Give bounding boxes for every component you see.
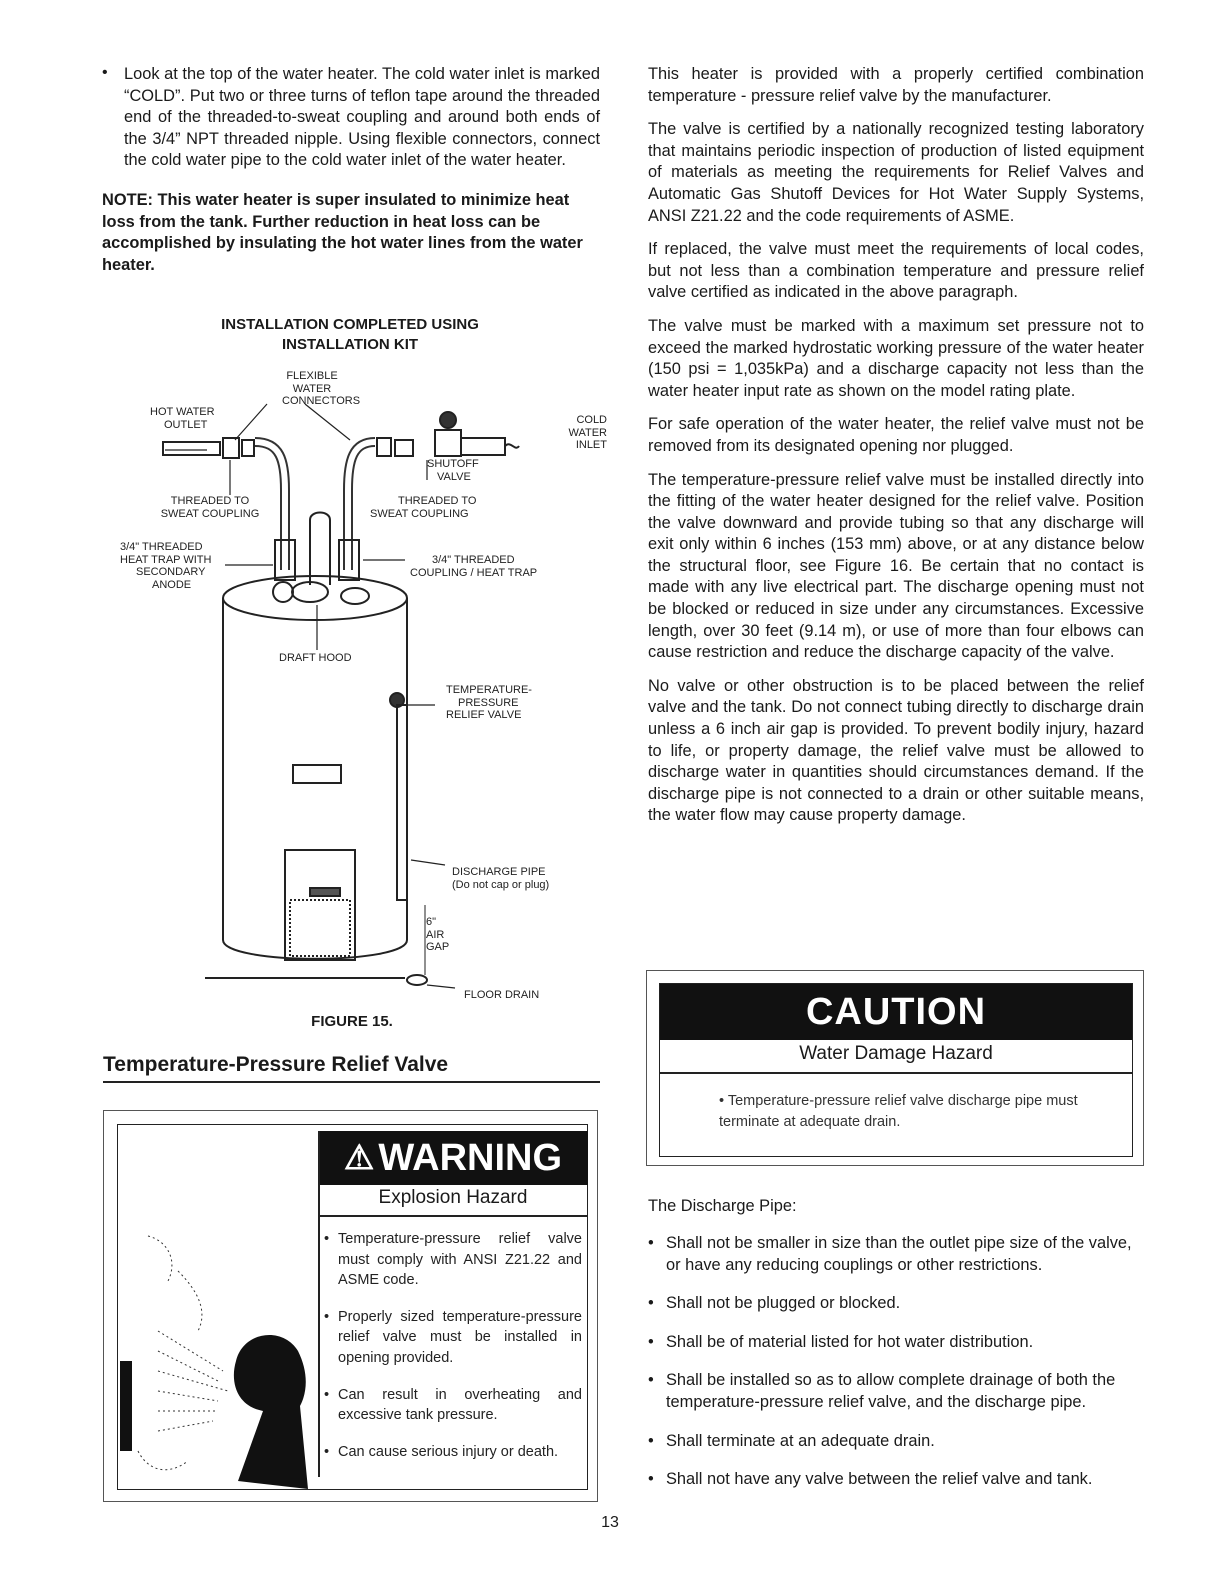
warning-list	[324, 1229, 582, 1478]
warning-vertical-line	[318, 1131, 320, 1477]
control-panel	[285, 850, 355, 960]
warning-triangle-icon: ⚠	[343, 1139, 375, 1177]
hot-coupling	[223, 438, 239, 458]
discharge-list	[648, 1233, 1144, 1491]
label-threaded-left: THREADED TO SWEAT COUPLING	[160, 495, 260, 520]
draft-hood	[310, 513, 330, 586]
paragraph-obstruction: No valve or other obstruction is to be placed between the relief valve and the tank. Do not connect tubing directly to discharge drain unless a 6 inch air gap is provided. To prevent bodily injury, hazard to life, or property damage, the relief valve must be allowed to discharge water in quantities should circumstances demand. If the discharge pipe is not connected to a drain or other suitable means, the water flow may cause property damage.	[648, 676, 1144, 825]
bullet-marker: •	[648, 1332, 654, 1351]
section-heading: Temperature-Pressure Relief Valve	[103, 1053, 449, 1076]
paragraph-installation: The temperature-pressure relief valve must be installed directly into the fitting of the water heater designed for the relief valve. Position the valve downward and provide tubing so that any discharge will exit only within 6 inches (153 mm) above, or at any distance below the structural floor, see Figure 16. Be certain that no contact is made with any live electrical part. The discharge opening must not be blocked or reduced in size under any circumstances. Excessive length, over 30 feet (9.14 m), or use of more than four elbows can cause restriction and reduce the discharge capacity of the valve.	[648, 470, 1144, 662]
warning-divider	[318, 1215, 588, 1217]
discharge-pipe	[397, 705, 407, 900]
install-bullet	[102, 64, 600, 172]
caution-subtitle: Water Damage Hazard	[799, 1043, 993, 1064]
label-cold-inlet: COLD WATER INLET	[568, 414, 607, 451]
bullet-marker: •	[648, 1470, 654, 1489]
label-tp-valve: TEMPERATURE- PRESSURE RELIEF VALVE	[446, 684, 532, 721]
install-bullet-text: Look at the top of the water heater. The cold water inlet is marked “COLD”. Put two or three turns of teflon tape around the threaded end of the threaded-to-sweat coupling and around both ends of the 3/4” NPT threaded nipple. Using flexible connectors, connect the cold water pipe to the cold water inlet of the water heater.	[124, 65, 600, 170]
floor-drain	[407, 975, 427, 985]
warning-item: • Temperature-pressure relief valve must comply with ANSI Z21.22 and ASME code.	[324, 1229, 582, 1291]
warning-box	[103, 1110, 598, 1502]
hot-outlet-pipe	[163, 442, 220, 455]
label-discharge-pipe: DISCHARGE PIPE (Do not cap or plug)	[452, 866, 550, 891]
explosion-hazard-icon	[118, 1231, 318, 1489]
warning-item: • Can result in overheating and excessive tank pressure.	[324, 1385, 582, 1426]
figure-title-2: INSTALLATION KIT	[281, 336, 419, 353]
figure-title-1: INSTALLATION COMPLETED USING	[221, 316, 479, 333]
caution-box	[646, 970, 1144, 1166]
label-heat-trap-left: 3/4" THREADED HEAT TRAP WITH SECONDARY ANODE	[120, 541, 212, 591]
left-column	[102, 64, 600, 276]
label-draft-hood: DRAFT HOOD	[279, 652, 352, 664]
caution-banner	[660, 984, 1132, 1040]
shutoff-valve	[435, 430, 461, 456]
page-number: 13	[601, 1514, 619, 1531]
paragraph-pressure: The valve must be marked with a maximum set pressure not to exceed the marked hydrostatic working pressure of the water heater (150 psi = 1,035kPa) and a discharge capacity not less than the water heater input rate as shown on the model rating plate.	[648, 316, 1144, 400]
list-item: • Shall not be plugged or blocked.	[648, 1293, 1144, 1315]
bullet-marker: •	[648, 1234, 654, 1252]
paragraph-certified: This heater is provided with a properly certified combination temperature - pressure relief valve by the manufacturer.	[648, 65, 1144, 105]
bullet-marker: •	[102, 64, 108, 81]
label-threaded-right: THREADED TO SWEAT COUPLING	[370, 495, 477, 520]
list-item: • Shall be of material listed for hot water distribution.	[648, 1332, 1144, 1354]
discharge-intro: The Discharge Pipe:	[648, 1197, 797, 1215]
paragraph-replacement: If replaced, the valve must meet the requirements of local codes, but not less than a combination temperature and pressure relief valve certified as indicated in the above paragraph.	[648, 240, 1144, 302]
warning-title: WARNING	[378, 1136, 563, 1179]
blast-source	[120, 1361, 132, 1451]
person-silhouette	[234, 1335, 308, 1489]
paragraph-laboratory: The valve is certified by a nationally recognized testing laboratory that maintains periodic inspection of production of listed equipment of materials as meeting the requirements for Relief Valves and Automatic Gas Shutoff Devices for Hot Water Supply Systems, ANSI Z21.22 and the code requirements of ASME.	[648, 120, 1144, 225]
rating-plate	[293, 765, 341, 783]
warning-subtitle: Explosion Hazard	[378, 1187, 528, 1208]
insulation-note: NOTE: This water heater is super insulated to minimize heat loss from the tank. Further reduction in heat loss can be accomplished by insulating the hot water lines from the water heater.	[102, 190, 583, 274]
bullet-marker: •	[648, 1294, 654, 1313]
bullet-marker: •	[648, 1431, 654, 1450]
label-hot-outlet: HOT WATER OUTLET	[150, 406, 215, 431]
label-flexible-connectors: FLEXIBLE WATER CONNECTORS	[282, 370, 361, 407]
caution-divider	[660, 1072, 1132, 1074]
caution-item: • Temperature-pressure relief valve discharge pipe must terminate at adequate drain.	[719, 1093, 1078, 1130]
label-heat-trap-right: 3/4" THREADED COUPLING / HEAT TRAP	[410, 554, 538, 579]
warning-item: • Can cause serious injury or death.	[324, 1442, 582, 1463]
bullet-marker: •	[648, 1371, 654, 1390]
figure-caption: FIGURE 15.	[311, 1013, 393, 1030]
label-shutoff-valve: SHUTOFF VALVE	[427, 458, 479, 483]
label-air-gap: 6" AIR GAP	[426, 916, 450, 953]
list-item: • Shall not be smaller in size than the outlet pipe size of the valve, or have any reducing couplings or other restrictions.	[648, 1233, 1144, 1276]
bullet-marker: •	[719, 1093, 728, 1109]
right-column	[648, 64, 1144, 827]
cold-inlet-pipe	[461, 438, 505, 455]
list-item: • Shall be installed so as to allow complete drainage of both the temperature-pressure relief valve, and the discharge pipe.	[648, 1370, 1144, 1413]
warning-banner	[318, 1131, 588, 1185]
list-item: • Shall terminate at an adequate drain.	[648, 1431, 1144, 1453]
label-floor-drain: FLOOR DRAIN	[464, 989, 540, 1001]
list-item: • Shall not have any valve between the relief valve and tank.	[648, 1469, 1144, 1491]
caution-title: CAUTION	[805, 990, 987, 1033]
paragraph-safe-operation: For safe operation of the water heater, the relief valve must not be removed from its designated opening nor plugged.	[648, 415, 1144, 455]
section-rule	[103, 1081, 600, 1083]
warning-item: • Properly sized temperature-pressure relief valve must be installed in opening provided.	[324, 1307, 582, 1369]
